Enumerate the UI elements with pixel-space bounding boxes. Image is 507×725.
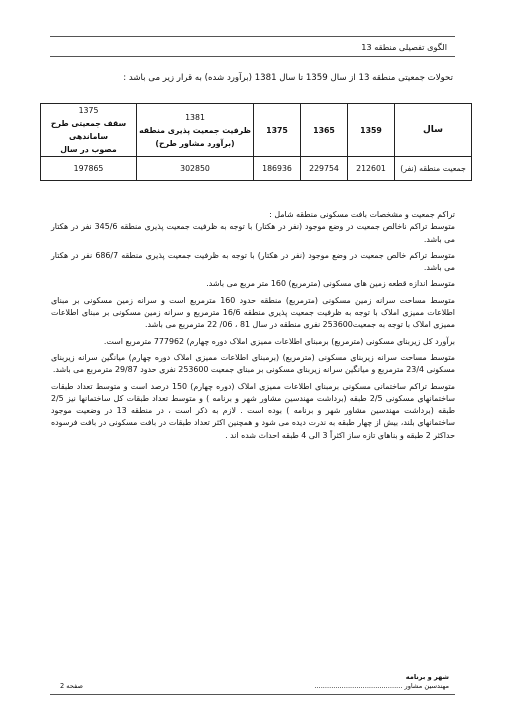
body-text — [51, 209, 455, 442]
value-1365: 229754 — [301, 157, 348, 181]
paragraph: متوسط تراکم خالص جمعیت در وضع موجود (نفر در هکتار) با توجه به ظرفیت جمعیت پذیری منطقه 686/7 نفر در هکتار می باشد. — [51, 250, 455, 273]
header-1359: 1359 — [348, 104, 395, 157]
header-title: الگوی تفصیلی منطقه 13 — [361, 42, 447, 52]
paragraph: متوسط اندازه قطعه زمین های مسکونی (مترمربع) 160 متر مربع می باشد. — [206, 279, 455, 289]
footer-org: شهر و برنامه — [405, 673, 449, 681]
population-table — [40, 103, 472, 181]
page-number: صفحه 2 — [60, 682, 84, 690]
intro-text: تحولات جمعیتی منطقه 13 از سال 1359 تا سال 1381 (برآورد شده) به قرار زیر می باشد : — [123, 73, 453, 83]
paragraph: متوسط مساحت سرانه زیربنای مسکونی (مترمربع) (برمبنای اطلاعات ممیزی املاک دوره چهارم) میانگین سرانه زیربنای مسکونی 23/4 مترمربع و میانگین سرانه زیربنای مسکونی بر مبنای جمعیت 253600 نفری حدود 29/87 مترمربع می باشد. — [51, 352, 455, 375]
table-header-row — [41, 104, 472, 157]
paragraph: متوسط تراکم ساختمانی مسکونی برمبنای اطلاعات ممیزی املاک (دوره چهارم) 150 درصد است و متوسط تعداد طبقات ساختمانهای مسکونی 2/5 طبقه (برداشت مهندسین مشاور شهر و برنامه ) و متوسط تعداد طبقات کل ساختمانها نیز 2/5 طبقه (برداشت مهندسین مشاور شهر و برنامه ) بوده است . لازم به ذکر است ، در منطقه 13 در وضعیت موجود ساختمانهای بلند، بیش از چهار طبقه به ندرت دیده می شود و همچنین اکثر تعداد طبقات در بافت مسکونی در بافت فرسوده حداکثر 2 طبقه و بناهای تازه ساز اکثراً 3 الی 4 طبقه احداث شده اند . — [51, 381, 456, 440]
row-label: جمعیت منطقه (نفر) — [395, 157, 472, 181]
value-capacity: 302850 — [137, 157, 254, 181]
footer-consultant: مهندسین مشاور .......................................... — [314, 682, 449, 690]
header-1365: 1365 — [301, 104, 348, 157]
header-rule — [50, 36, 455, 37]
paragraph: متوسط مساحت سرانه زمین مسکونی (مترمربع) منطقه حدود 160 مترمربع است و سرانه زمین مسکونی بر مبنای اطلاعات ممیزی املاک با توجه به ظرفیت جمعیت پذیری منطقه 16/6 مترمربع و سرانه زمین مسکونی بر مبنای اطلاعات ممیزی املاک با توجه به جمعیت253600 نفری منطقه در سال 81 ، 06/ 22 مترمربع می باشد. — [51, 295, 455, 330]
header-1375: 1375 — [254, 104, 301, 157]
paragraph: برآورد کل زیربنای مسکونی (مترمربع) برمبنای اطلاعات ممیزی املاک دوره چهارم) 777962 مترمربع است. — [103, 336, 455, 346]
value-1375: 186936 — [254, 157, 301, 181]
footer-rule — [50, 694, 455, 695]
table-row — [41, 157, 472, 181]
paragraph: متوسط تراکم ناخالص جمعیت در وضع موجود (نفر در هکتار) با توجه به ظرفیت جمعیت پذیری منطقه 345/6 نفر در هکتار می باشد. — [51, 222, 455, 244]
header-year: سال — [395, 104, 472, 157]
value-ceiling: 197865 — [41, 157, 137, 181]
header-rule-bottom — [50, 56, 455, 57]
paragraph: تراکم جمعیت و مشخصات بافت مسکونی منطقه شامل : — [269, 210, 455, 219]
value-1359: 212601 — [348, 157, 395, 181]
header-capacity: 1381 ظرفیت جمعیت پذیری منطقه (برآورد مشاور طرح) — [137, 104, 254, 157]
header-ceiling: 1375 سقف جمعیتی طرح ساماندهی مصوب در سال — [41, 104, 137, 157]
